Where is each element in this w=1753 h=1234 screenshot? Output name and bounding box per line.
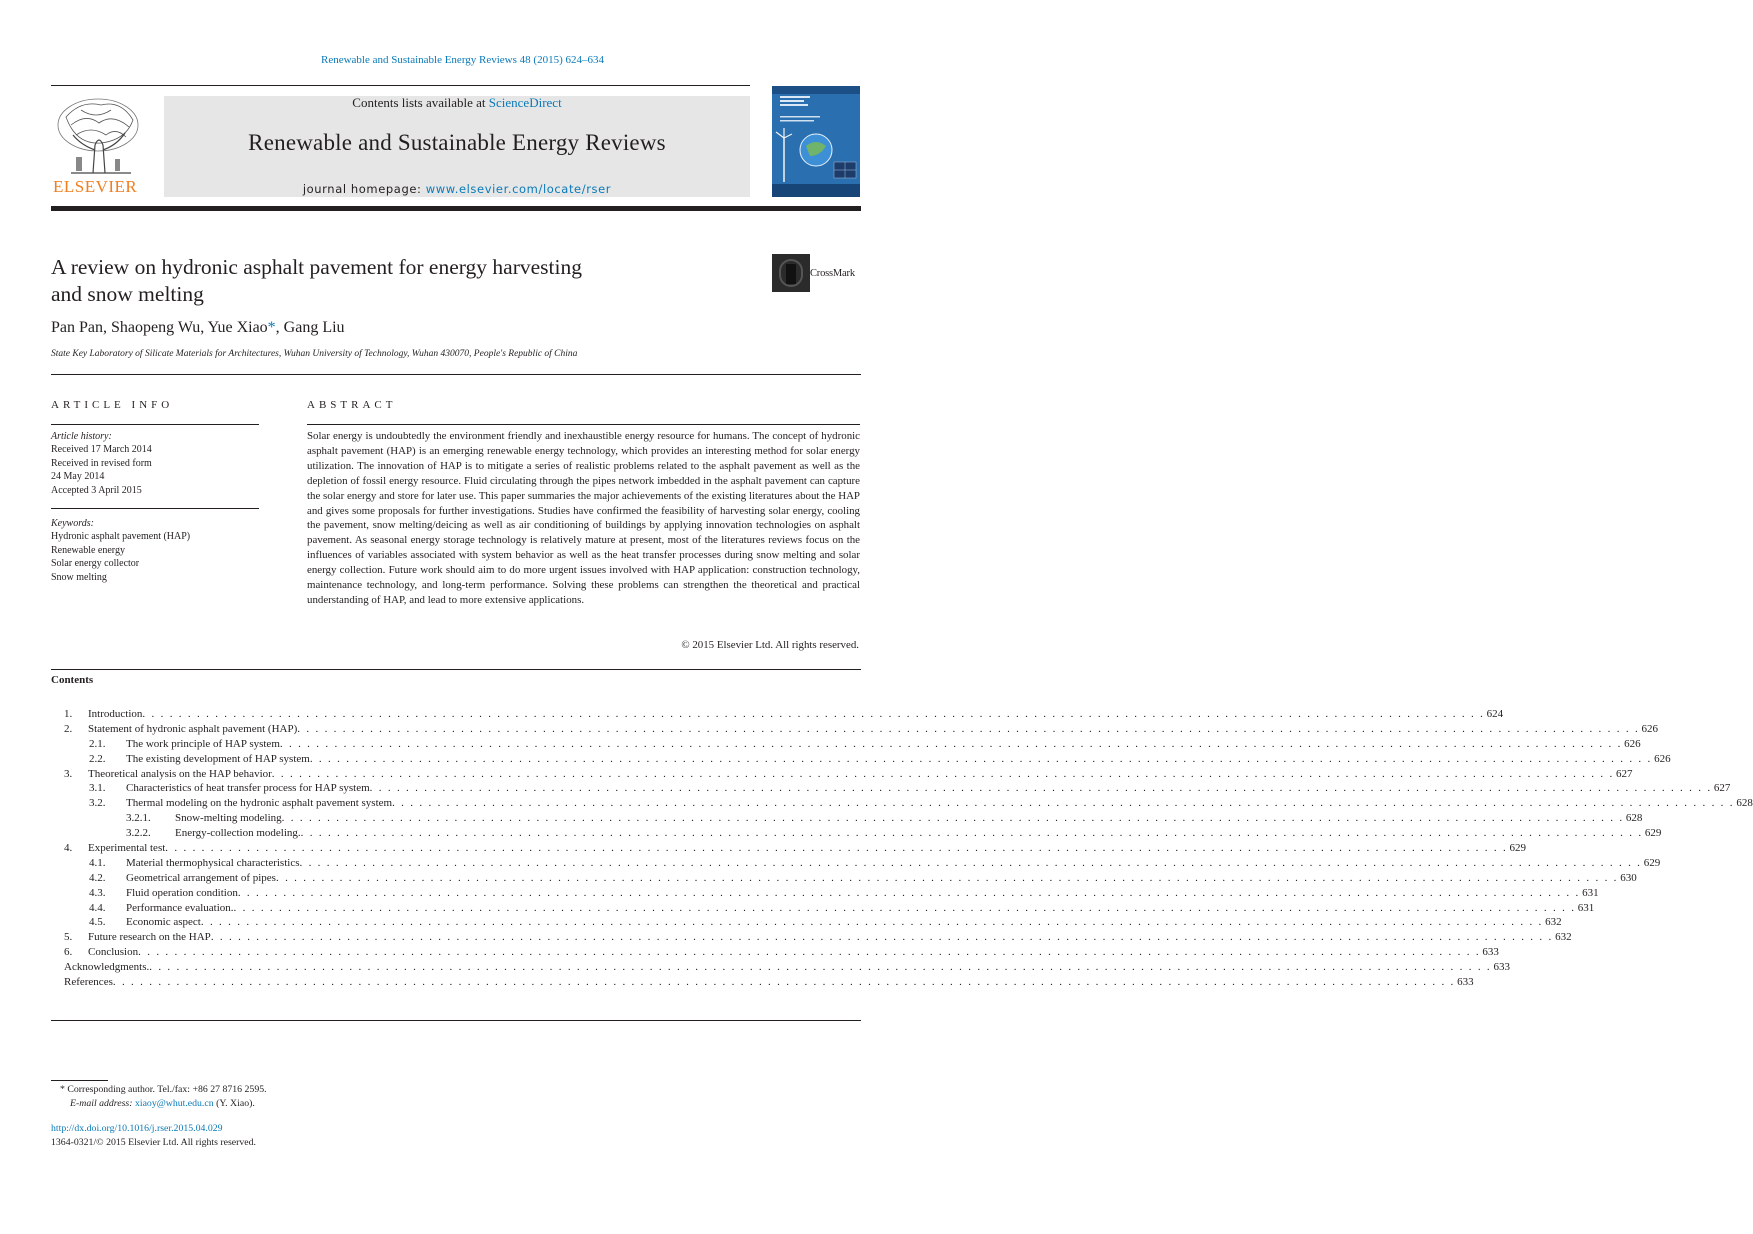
toc-entry-page: 630 [1620, 871, 1637, 884]
toc-leader-dots: . . . . . . . . . . . . . . . . . . . . . . . . . . . . . . . . . . . . . . . . . . . . . . . . . . . . . . . . . . . . . . . . . . . . . . . . . . . . . . . . . . . . . . . . . . . . . . . . . . . . . . . . . . . . . . . . . . . . . . . . . . . . . . . . . . . . . . . . . . . . . . . . . . . . [149, 961, 1492, 974]
toc-entry-label: Experimental test [88, 842, 166, 855]
toc-entry-number: 3. [64, 767, 73, 780]
toc-entry-page: 628 [1625, 812, 1643, 825]
toc-entry-number: 3.1. [89, 782, 106, 795]
toc-entry[interactable] [51, 886, 1599, 901]
toc-entry-number: 3.2.2. [126, 827, 151, 840]
toc-entry[interactable] [51, 752, 1671, 767]
toc-entry-page: 631 [1577, 901, 1595, 914]
footnote-rule [51, 1080, 108, 1081]
toc-entry-page: 633 [1457, 976, 1474, 989]
toc-leader-dots: . . . . . . . . . . . . . . . . . . . . . . . . . . . . . . . . . . . . . . . . . . . . . . . . . . . . . . . . . . . . . . . . . . . . . . . . . . . . . . . . . . . . . . . . . . . . . . . . . . . . . . . . . . . . . . . . . . . . . . . . . . . . . . . . . . . . . . . . . . . . . . . . . . . . [112, 976, 1456, 989]
toc-leader-dots: . . . . . . . . . . . . . . . . . . . . . . . . . . . . . . . . . . . . . . . . . . . . . . . . . . . . . . . . . . . . . . . . . . . . . . . . . . . . . . . . . . . . . . . . . . . . . . . . . . . . . . . . . . . . . . . . . . . . . . . . . . . . . . . . . . . . . . . . . . . . . . . . . . . . [237, 886, 1581, 899]
toc-entry-page: 629 [1509, 842, 1527, 855]
authors-text: Pan Pan, Shaopeng Wu, Yue Xiao [51, 319, 268, 336]
keyword-item: Solar energy collector [51, 558, 140, 570]
authors-text-end: , Gang Liu [275, 319, 345, 336]
email-suffix: (Y. Xiao). [213, 1098, 255, 1109]
section-rule [51, 669, 861, 670]
toc-leader-dots: . . . . . . . . . . . . . . . . . . . . . . . . . . . . . . . . . . . . . . . . . . . . . . . . . . . . . . . . . . . . . . . . . . . . . . . . . . . . . . . . . . . . . . . . . . . . . . . . . . . . . . . . . . . . . . . . . . . . . . . . . . . . . . . . . . . . . . . . . . . . . . . . . . . . [369, 782, 1712, 795]
article-info-heading: ARTICLE INFO [51, 399, 174, 411]
abstract-rule [307, 424, 860, 425]
toc-leader-dots: . . . . . . . . . . . . . . . . . . . . . . . . . . . . . . . . . . . . . . . . . . . . . . . . . . . . . . . . . . . . . . . . . . . . . . . . . . . . . . . . . . . . . . . . . . . . . . . . . . . . . . . . . . . . . . . . . . . . . . . . . . . . . . . . . . . . . . . . . . . . . . . . . . . . [233, 901, 1576, 914]
toc-entry-number: 1. [64, 708, 73, 720]
toc-entry-page: 624 [1486, 708, 1504, 720]
corresponding-author-mark[interactable]: * [267, 319, 276, 336]
email-link[interactable]: xiaoy@whut.edu.cn [134, 1098, 214, 1109]
issn-copyright: 1364-0321/© 2015 Elsevier Ltd. All rights reserved. [51, 1137, 256, 1148]
journal-homepage [164, 182, 750, 196]
toc-entry-label: Theoretical analysis on the HAP behavior [88, 767, 272, 780]
toc-entry-label: Conclusion [88, 946, 139, 959]
toc-entry-number: 4.1. [89, 856, 106, 869]
toc-leader-dots: . . . . . . . . . . . . . . . . . . . . . . . . . . . . . . . . . . . . . . . . . . . . . . . . . . . . . . . . . . . . . . . . . . . . . . . . . . . . . . . . . . . . . . . . . . . . . . . . . . . . . . . . . . . . . . . . . . . . . . . . . . . . . . . . . . . . . . . . . . . . . . . . . . . . [271, 767, 1615, 780]
toc-entry-number: 4. [64, 842, 73, 855]
toc-entry[interactable] [51, 796, 1753, 811]
toc-leader-dots: . . . . . . . . . . . . . . . . . . . . . . . . . . . . . . . . . . . . . . . . . . . . . . . . . . . . . . . . . . . . . . . . . . . . . . . . . . . . . . . . . . . . . . . . . . . . . . . . . . . . . . . . . . . . . . . . . . . . . . . . . . . . . . . . . . . . . . . . . . . . . . . . . . . . [300, 827, 1643, 840]
toc-entry-label: References [64, 976, 113, 989]
journal-cover-image [772, 86, 860, 197]
toc-entry[interactable] [51, 781, 1731, 796]
toc-entry[interactable] [51, 826, 1662, 841]
header-thick-rule [51, 206, 861, 211]
toc-entry-number: 6. [64, 946, 73, 959]
crossmark-icon [772, 254, 810, 292]
toc-entry-label: Acknowledgments. [64, 961, 150, 974]
toc-entry-number: 3.2. [89, 797, 106, 810]
toc-entry-label: Snow-melting modeling [175, 812, 282, 825]
toc-entry-number: 3.2.1. [126, 812, 151, 825]
toc-entry-number: 4.3. [89, 886, 106, 899]
elsevier-logo [51, 95, 145, 197]
toc-entry[interactable] [51, 960, 1510, 975]
toc-entry-number: 4.2. [89, 871, 106, 884]
toc-entry-number: 2.1. [89, 737, 106, 750]
history-item: Accepted 3 April 2015 [51, 484, 142, 496]
toc-leader-dots: . . . . . . . . . . . . . . . . . . . . . . . . . . . . . . . . . . . . . . . . . . . . . . . . . . . . . . . . . . . . . . . . . . . . . . . . . . . . . . . . . . . . . . . . . . . . . . . . . . . . . . . . . . . . . . . . . . . . . . . . . . . . . . . . . . . . . . . . . . . . . . . . . . . . [281, 812, 1624, 825]
abstract-copyright: © 2015 Elsevier Ltd. All rights reserved. [681, 639, 859, 651]
abstract-text: Solar energy is undoubtedly the environment friendly and inexhaustible energy resource for humans. The concept of hydronic asphalt pavement (HAP) is an emerging renewable energy technology, which provides an interesting method for solar energy utilization. The innovation of HAP is to mitigate a series of realistic problems related to the asphalt pavement as well as the depletion of fossil energy resource. Fluid circulating through the pipes network imbedded in the asphalt pavement can capture the solar energy and store for later use. This paper summaries the major achievements of the existing literatures about the HAP and gives some proposals for further investigations. Studies have confirmed the feasibility of harvesting solar energy, cooling the pavement, snow melting/deicing as well as air conditioning of buildings by applying innovation technologies on asphalt pavement. As seasonal energy storage technology is relatively mature at present, most of the literatures reviews focus on the influences of variables associated with system behavior as well as the heat transfer processes during snow melting and solar energy collection. Future work should aim to do more urgent issues involved with HAP application: construction technology, maintenance technology, and long-term performance. Solving these problems can strengthen the theoretical and practical understanding of HAP, and lead to more extensive applications. [307, 430, 860, 606]
toc-entry-label: Economic aspect [126, 916, 201, 929]
toc-leader-dots: . . . . . . . . . . . . . . . . . . . . . . . . . . . . . . . . . . . . . . . . . . . . . . . . . . . . . . . . . . . . . . . . . . . . . . . . . . . . . . . . . . . . . . . . . . . . . . . . . . . . . . . . . . . . . . . . . . . . . . . . . . . . . . . . . . . . . . . . . . . . . . . . . . . . [279, 737, 1623, 750]
toc-entry-label: Fluid operation condition [126, 886, 238, 899]
toc-entry-label: Future research on the HAP [88, 931, 211, 944]
toc-entry-label: Material thermophysical characteristics [126, 856, 300, 869]
toc-leader-dots: . . . . . . . . . . . . . . . . . . . . . . . . . . . . . . . . . . . . . . . . . . . . . . . . . . . . . . . . . . . . . . . . . . . . . . . . . . . . . . . . . . . . . . . . . . . . . . . . . . . . . . . . . . . . . . . . . . . . . . . . . . . . . . . . . . . . . . . . . . . . . . . . . . . . [200, 916, 1544, 929]
toc-entry-label: Statement of hydronic asphalt pavement (HAP) [88, 722, 298, 735]
toc-entry-page: 633 [1493, 961, 1510, 974]
keywords-label: Keywords: [51, 518, 94, 529]
history-item: Received 17 March 2014 [51, 444, 152, 456]
toc-entry[interactable] [51, 915, 1562, 930]
sciencedirect-link[interactable]: ScienceDirect [488, 95, 562, 110]
toc-leader-dots: . . . . . . . . . . . . . . . . . . . . . . . . . . . . . . . . . . . . . . . . . . . . . . . . . . . . . . . . . . . . . . . . . . . . . . . . . . . . . . . . . . . . . . . . . . . . . . . . . . . . . . . . . . . . . . . . . . . . . . . . . . . . . . . . . . . . . . . . . . . . . . . . . . . . [299, 856, 1642, 869]
toc-leader-dots: . . . . . . . . . . . . . . . . . . . . . . . . . . . . . . . . . . . . . . . . . . . . . . . . . . . . . . . . . . . . . . . . . . . . . . . . . . . . . . . . . . . . . . . . . . . . . . . . . . . . . . . . . . . . . . . . . . . . . . . . . . . . . . . . . . . . . . . . . . . . . . . . . . . . [138, 946, 1481, 959]
article-info-rule [51, 508, 259, 509]
contents-heading: Contents [51, 674, 94, 686]
toc-leader-dots: . . . . . . . . . . . . . . . . . . . . . . . . . . . . . . . . . . . . . . . . . . . . . . . . . . . . . . . . . . . . . . . . . . . . . . . . . . . . . . . . . . . . . . . . . . . . . . . . . . . . . . . . . . . . . . . . . . . . . . . . . . . . . . . . . . . . . . . . . . . . . . . . . . . . [142, 708, 1485, 720]
contents-available-text: Contents lists available at [352, 95, 489, 110]
toc-entry-page: 632 [1545, 916, 1562, 929]
toc-entry-label: Characteristics of heat transfer process for HAP system [126, 782, 370, 795]
keyword-item: Renewable energy [51, 544, 125, 556]
toc-entry-number: 4.5. [89, 916, 106, 929]
section-rule [51, 1020, 861, 1021]
toc-entry-page: 626 [1641, 722, 1659, 735]
section-rule [51, 374, 861, 375]
publisher-name: ELSEVIER [53, 177, 138, 196]
email-label: E-mail address: [70, 1098, 135, 1109]
toc-entry[interactable] [51, 811, 1643, 826]
toc-entry[interactable] [51, 767, 1633, 782]
author-list [51, 319, 345, 337]
toc-entry-label: The existing development of HAP system [126, 752, 310, 765]
toc-entry-page: 629 [1644, 827, 1662, 840]
doi-link[interactable]: http://dx.doi.org/10.1016/j.rser.2015.04.029 [51, 1123, 223, 1134]
contents-available [164, 95, 750, 111]
toc-entry[interactable] [51, 871, 1637, 886]
toc-entry-page: 628 [1736, 797, 1753, 810]
toc-entry-page: 632 [1555, 931, 1572, 944]
toc-leader-dots: . . . . . . . . . . . . . . . . . . . . . . . . . . . . . . . . . . . . . . . . . . . . . . . . . . . . . . . . . . . . . . . . . . . . . . . . . . . . . . . . . . . . . . . . . . . . . . . . . . . . . . . . . . . . . . . . . . . . . . . . . . . . . . . . . . . . . . . . . . . . . . . . . . . . [309, 752, 1653, 765]
toc-entry-number: 2.2. [89, 752, 106, 765]
toc-entry-label: Thermal modeling on the hydronic asphalt pavement system [126, 797, 393, 810]
toc-entry-number: 2. [64, 722, 73, 735]
history-item: Received in revised form [51, 457, 152, 469]
toc-entry[interactable] [51, 975, 1474, 990]
toc-entry[interactable] [51, 841, 1527, 856]
article-title [51, 254, 731, 308]
toc-entry-label: Introduction [88, 708, 143, 720]
toc-entry[interactable] [51, 945, 1499, 960]
toc-entry-page: 626 [1654, 752, 1671, 765]
crossmark-button[interactable] [772, 254, 862, 292]
toc-entry-number: 4.4. [89, 901, 106, 914]
header-rule [51, 85, 750, 86]
toc-entry[interactable] [51, 930, 1572, 945]
toc-entry-page: 633 [1482, 946, 1499, 959]
toc-leader-dots: . . . . . . . . . . . . . . . . . . . . . . . . . . . . . . . . . . . . . . . . . . . . . . . . . . . . . . . . . . . . . . . . . . . . . . . . . . . . . . . . . . . . . . . . . . . . . . . . . . . . . . . . . . . . . . . . . . . . . . . . . . . . . . . . . . . . . . . . . . . . . . . . . . . . [210, 931, 1554, 944]
keywords [51, 517, 190, 584]
history-item: 24 May 2014 [51, 471, 105, 483]
toc-leader-dots: . . . . . . . . . . . . . . . . . . . . . . . . . . . . . . . . . . . . . . . . . . . . . . . . . . . . . . . . . . . . . . . . . . . . . . . . . . . . . . . . . . . . . . . . . . . . . . . . . . . . . . . . . . . . . . . . . . . . . . . . . . . . . . . . . . . . . . . . . . . . . . . . . . . . [392, 797, 1735, 810]
toc-entry-label: The work principle of HAP system [126, 737, 280, 750]
footnote-text: Corresponding author. Tel./fax: +86 27 8716 2595. [64, 1084, 267, 1095]
email-note [70, 1098, 255, 1109]
journal-title: Renewable and Sustainable Energy Reviews [248, 130, 666, 155]
toc-entry-page: 631 [1582, 886, 1599, 899]
keyword-item: Snow melting [51, 571, 107, 583]
toc-entry-label: Performance evaluation. [126, 901, 234, 914]
toc-entry-label: Geometrical arrangement of pipes [126, 871, 276, 884]
toc-entry-label: Energy-collection modeling. [175, 827, 301, 840]
article-title-line-2: and snow melting [51, 282, 204, 306]
article-info-rule [51, 424, 259, 425]
footnote-mark: * [60, 1084, 65, 1095]
toc-entry[interactable] [51, 856, 1661, 871]
affiliation: State Key Laboratory of Silicate Materials for Architectures, Wuhan University of Technology, Wuhan 430070, People's Republic of China [51, 349, 578, 359]
table-of-contents [51, 707, 1753, 990]
homepage-label: journal homepage: [302, 182, 426, 196]
toc-leader-dots: . . . . . . . . . . . . . . . . . . . . . . . . . . . . . . . . . . . . . . . . . . . . . . . . . . . . . . . . . . . . . . . . . . . . . . . . . . . . . . . . . . . . . . . . . . . . . . . . . . . . . . . . . . . . . . . . . . . . . . . . . . . . . . . . . . . . . . . . . . . . . . . . . . . . [165, 842, 1508, 855]
homepage-link[interactable]: www.elsevier.com/locate/rser [425, 182, 612, 196]
article-history [51, 430, 152, 497]
article-title-line-1: A review on hydronic asphalt pavement for energy harvesting [51, 255, 582, 279]
toc-entry[interactable] [51, 901, 1595, 916]
toc-leader-dots: . . . . . . . . . . . . . . . . . . . . . . . . . . . . . . . . . . . . . . . . . . . . . . . . . . . . . . . . . . . . . . . . . . . . . . . . . . . . . . . . . . . . . . . . . . . . . . . . . . . . . . . . . . . . . . . . . . . . . . . . . . . . . . . . . . . . . . . . . . . . . . . . . . . . [297, 722, 1640, 735]
corresponding-author-note [60, 1084, 267, 1095]
keyword-item: Hydronic asphalt pavement (HAP) [51, 531, 191, 543]
toc-entry-page: 629 [1643, 856, 1661, 869]
toc-entry-page: 627 [1713, 782, 1731, 795]
toc-entry-page: 627 [1616, 767, 1633, 780]
crossmark-label: CrossMark [810, 268, 855, 279]
toc-entry-page: 626 [1624, 737, 1641, 750]
toc-entry[interactable] [51, 707, 1504, 722]
toc-leader-dots: . . . . . . . . . . . . . . . . . . . . . . . . . . . . . . . . . . . . . . . . . . . . . . . . . . . . . . . . . . . . . . . . . . . . . . . . . . . . . . . . . . . . . . . . . . . . . . . . . . . . . . . . . . . . . . . . . . . . . . . . . . . . . . . . . . . . . . . . . . . . . . . . . . . . [275, 871, 1619, 884]
toc-entry[interactable] [51, 722, 1659, 737]
history-label: Article history: [51, 431, 112, 442]
journal-reference[interactable]: Renewable and Sustainable Energy Reviews 48 (2015) 624–634 [321, 54, 604, 66]
abstract-heading: ABSTRACT [307, 399, 397, 411]
toc-entry[interactable] [51, 737, 1641, 752]
toc-entry-number: 5. [64, 931, 73, 944]
